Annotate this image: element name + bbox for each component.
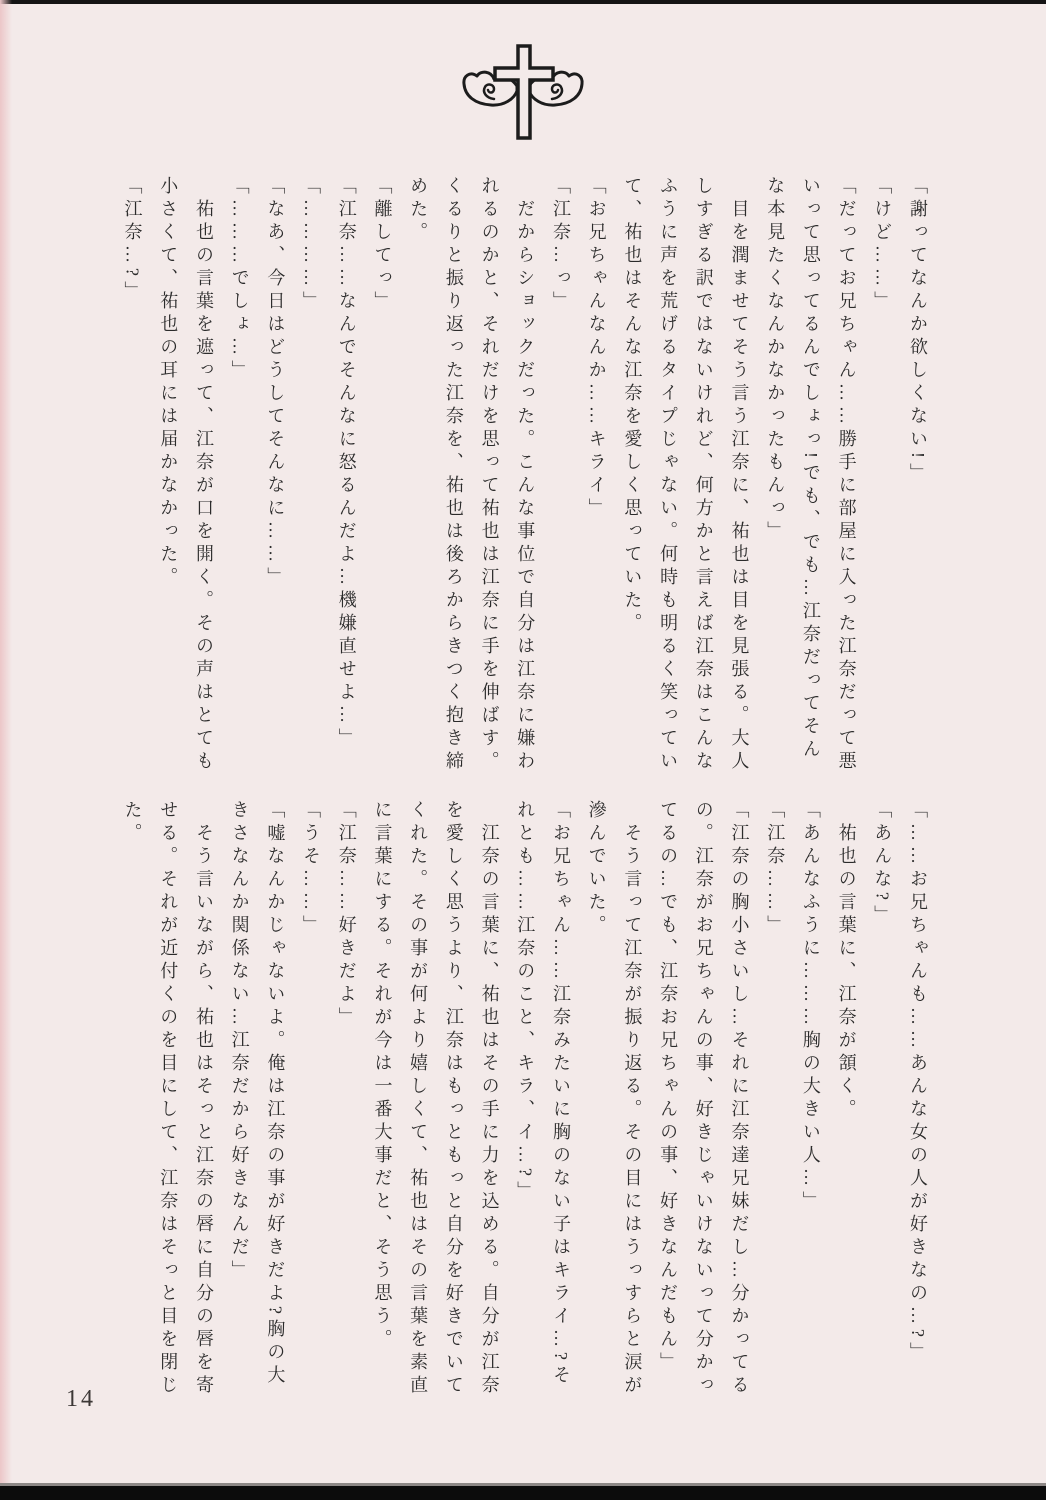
text-line: れとも……江奈のこと、キラ、イ…?」 [515, 800, 536, 1204]
text-line: 「………でしょ…」 [229, 176, 250, 383]
text-line: 「だってお兄ちゃん……勝手に部屋に入った江奈だって悪 [836, 176, 857, 774]
text-line: を愛しく思うより、江奈はもっともっと自分を好きでいて [443, 800, 464, 1398]
text-line: 「江奈……好きだよ」 [336, 800, 357, 1030]
text-line: 「あんなふうに………胸の大きい人…」 [800, 800, 821, 1214]
text-line: 目を潤ませてそう言う江奈に、祐也は目を見張る。大人 [729, 199, 750, 774]
text-line: ふうに声を荒げるタイプじゃない。何時も明るく笑ってい [658, 176, 679, 774]
text-line: 「謝ってなんか欲しくない!」 [908, 176, 928, 486]
text-line: 祐也の言葉を遮って、江奈が口を開く。その声はとても [193, 199, 214, 774]
text-line: 「江奈……なんでそんなに怒るんだよ…機嫌直せよ…」 [336, 176, 357, 751]
text-line: しすぎる訳ではないけれど、何方かと言えば江奈はこんな [693, 176, 714, 774]
text-line: 「あんな?」 [872, 800, 893, 928]
text-line: て、祐也はそんな江奈を愛しく思っていた。 [622, 176, 643, 636]
scan-edge-bottom [0, 1483, 1046, 1500]
text-line: れるのかと、それだけを思って祐也は江奈に手を伸ばす。 [479, 176, 500, 774]
text-line: 「お兄ちゃん……江奈みたいに胸のない子はキライ…?そ [550, 800, 571, 1388]
text-block-bottom [114, 800, 935, 1454]
text-line: 「……お兄ちゃんも……あんな女の人が好きなの…?」 [908, 800, 928, 1365]
text-line: くるりと振り返った江奈を、祐也は後ろからきつく抱き締 [443, 176, 464, 774]
text-line: 「うそ……」 [301, 800, 322, 938]
text-line: 滲んでいた。 [586, 800, 607, 938]
text-line: 「江奈……」 [765, 800, 786, 938]
text-line: いって思ってるんでしょっ!でも、でも…江奈だってそん [800, 176, 821, 762]
page-number: 14 [66, 1386, 96, 1412]
text-line: 小さくて、祐也の耳には届かなかった。 [158, 176, 179, 590]
text-line: 「江奈…っ」 [550, 176, 571, 314]
text-line: めた。 [408, 176, 429, 245]
text-line: 「離してっ」 [372, 176, 393, 314]
text-line: 江奈の言葉に、祐也はその手に力を込める。自分が江奈 [479, 823, 500, 1398]
text-line: そう言って江奈が振り返る。その目にはうっすらと涙が [622, 823, 643, 1398]
text-line: 「お兄ちゃんなんか……キライ」 [586, 176, 607, 521]
text-line: きさなんか関係ない…江奈だから好きなんだ」 [229, 800, 250, 1283]
text-line: だからショックだった。こんな事位で自分は江奈に嫌わ [515, 199, 536, 774]
text-line: 「けど……」 [872, 176, 893, 314]
text-line: の。江奈がお兄ちゃんの事、好きじゃいけないって分かっ [693, 800, 714, 1398]
text-line: てるの…でも、江奈お兄ちゃんの事、好きなんだもん」 [658, 800, 679, 1375]
text-line: な本見たくなんかなかったもんっ」 [765, 176, 786, 544]
scan-edge-top [0, 0, 1046, 4]
text-line: くれた。その事が何より嬉しくて、祐也はその言葉を素直 [408, 800, 429, 1398]
text-line: 「江奈…?」 [122, 176, 143, 304]
text-block-top [114, 176, 935, 830]
text-line: 「嘘なんかじゃないよ。俺は江奈の事が好きだよ?胸の大 [265, 800, 286, 1388]
winged-cross-icon [461, 44, 585, 140]
text-line: に言葉にする。それが今は一番大事だと、そう思う。 [372, 800, 393, 1352]
text-line: せる。それが近付くのを目にして、江奈はそっと目を閉じ [158, 800, 179, 1398]
text-line: 「なあ、今日はどうしてそんなに……」 [265, 176, 286, 590]
scan-edge-left [0, 0, 12, 1500]
text-line: 祐也の言葉に、江奈が頷く。 [836, 823, 857, 1122]
text-line: そう言いながら、祐也はそっと江奈の唇に自分の唇を寄 [193, 823, 214, 1398]
text-line: た。 [122, 800, 143, 846]
text-line: 「…………」 [301, 176, 322, 314]
text-line: 「江奈の胸小さいし…それに江奈達兄妹だし…分かってる [729, 800, 750, 1398]
